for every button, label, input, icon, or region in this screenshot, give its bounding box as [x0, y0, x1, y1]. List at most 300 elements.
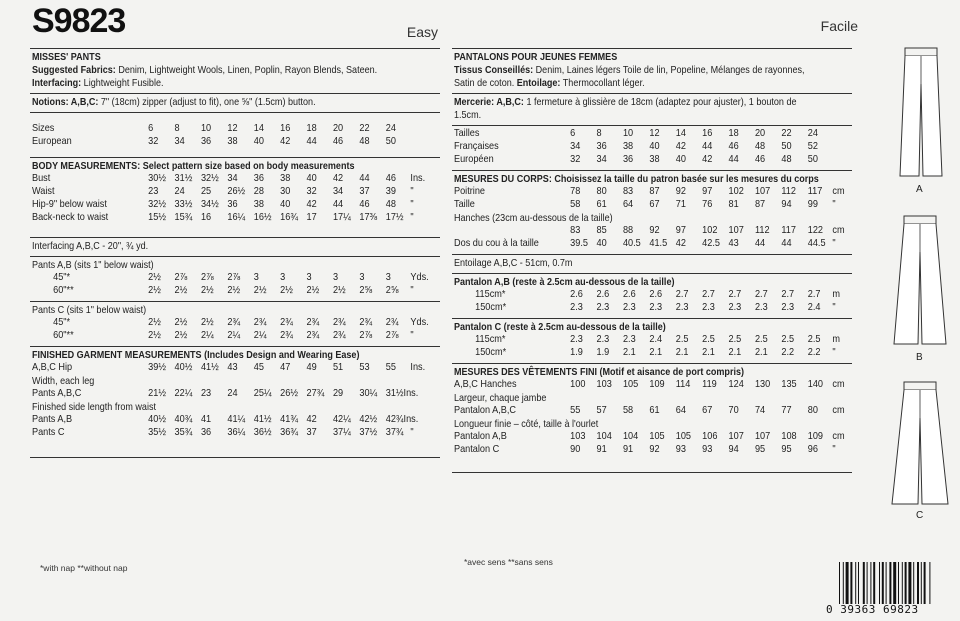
table-cell: "	[410, 285, 414, 296]
row-label: 60"**	[53, 330, 74, 341]
pants-ab-section	[30, 256, 440, 301]
table-cell: "	[410, 199, 414, 210]
table-cell: 50	[807, 154, 818, 165]
table-cell: 103	[570, 431, 586, 442]
table-cell: 117	[807, 186, 823, 197]
table-cell: 105	[649, 431, 665, 442]
table-cell: 32½	[148, 199, 166, 210]
table-cell: 2.6	[596, 289, 610, 300]
table-cell: 38	[649, 154, 660, 165]
table-cell: 15¾	[174, 212, 193, 223]
section-title: MISSES' PANTS	[32, 51, 101, 63]
table-cell: 2½	[200, 317, 214, 328]
table-cell: 34	[596, 154, 607, 165]
table-cell: 3	[359, 272, 365, 283]
table-cell: 2½	[148, 317, 161, 328]
fini-c-row	[454, 444, 836, 457]
pants-b-drawing-icon	[886, 212, 956, 352]
table-cell: 39.5	[570, 238, 588, 249]
row-label: European	[32, 136, 72, 147]
table-cell: 93	[702, 444, 713, 455]
table-cell: 14	[675, 128, 686, 139]
mercerie-text: 1 fermeture à glissière de 18cm (adaptez pour ajuster), 1 bouton de	[526, 96, 797, 108]
table-row	[32, 173, 426, 186]
table-cell: 40	[253, 136, 264, 147]
table-cell: 36¾	[280, 427, 298, 438]
table-cell: 88	[622, 225, 634, 236]
table-cell: "	[832, 444, 836, 455]
fabrics-section	[30, 48, 440, 93]
barcode-bar	[882, 562, 884, 604]
table-cell: 122	[807, 225, 824, 236]
row-label: 45"*	[53, 317, 71, 328]
table-cell: 32	[306, 186, 317, 197]
barcode-bar	[879, 562, 880, 604]
table-cell: 37¼	[332, 427, 351, 438]
side-length-label: Finished side length from waist	[32, 401, 156, 413]
table-cell: 6	[148, 123, 154, 134]
table-cell: 2.3	[649, 302, 663, 313]
fabrics-label: Suggested Fabrics:	[32, 64, 116, 76]
table-cell: 2.6	[649, 289, 663, 300]
barcode-bar	[850, 562, 852, 604]
table-cell: 87	[754, 199, 766, 210]
table-cell: 2⅝	[385, 285, 399, 296]
pants-ab-heading: Pants A,B (sits 1" below waist)	[32, 259, 154, 271]
table-row	[32, 317, 429, 330]
table-cell: 3	[280, 272, 286, 283]
table-cell: 10	[200, 123, 212, 134]
table-cell: 16½	[253, 212, 272, 223]
table-cell: 10	[622, 128, 634, 139]
entoilage-section	[452, 254, 852, 273]
row-label: 115cm*	[475, 289, 506, 300]
table-cell: 2.5	[754, 334, 768, 345]
tailles-row	[454, 128, 818, 141]
table-cell: 40½	[174, 362, 193, 373]
table-cell: 36	[622, 154, 634, 165]
table-cell: Yds.	[410, 272, 429, 283]
table-cell: 18	[306, 123, 317, 134]
row-label: Françaises	[454, 141, 499, 152]
body-rows	[32, 173, 440, 225]
table-cell: 2.3	[596, 302, 610, 313]
table-cell: 16	[200, 212, 212, 223]
table-row	[454, 186, 845, 199]
finished-c-row	[32, 427, 414, 440]
table-cell: 85	[596, 225, 607, 236]
table-cell: 16¾	[280, 212, 298, 223]
barcode-bar	[889, 562, 891, 604]
table-cell: 20	[332, 123, 344, 134]
table-cell: 16¼	[227, 212, 246, 223]
table-cell: 40	[280, 199, 291, 210]
table-cell: 2.3	[622, 334, 636, 345]
table-cell: 46	[754, 154, 766, 165]
tissus-text: Denim, Laines légers Toile de lin, Popeline, Mélanges de rayonnes,	[535, 64, 805, 76]
table-cell: 2.1	[622, 347, 636, 358]
table-cell: 2½	[200, 285, 214, 296]
table-cell: 35¾	[174, 427, 193, 438]
table-cell: 46	[332, 136, 344, 147]
pantalon-ab-heading: Pantalon A,B (reste à 2.5cm au-dessous de la taille)	[454, 276, 675, 288]
table-cell: 36	[596, 141, 607, 152]
table-cell: "	[410, 212, 414, 223]
hanches-label: Hanches (23cm au-dessous de la taille)	[454, 212, 613, 224]
table-cell: 16	[280, 123, 291, 134]
table-cell: 2½	[148, 272, 161, 283]
table-cell: 3	[253, 272, 259, 283]
table-cell: 18	[728, 128, 739, 139]
table-cell: 25¼	[253, 388, 272, 399]
header-fr	[452, 0, 858, 48]
table-cell: 36	[200, 136, 212, 147]
table-cell: 105	[622, 379, 639, 390]
table-cell: 42¾Ins.	[385, 414, 419, 425]
table-cell: 58	[570, 199, 581, 210]
table-cell: 34	[174, 136, 185, 147]
table-cell: 109	[807, 431, 824, 442]
table-cell: 2¾	[306, 330, 320, 341]
table-cell: 100	[570, 379, 586, 390]
table-cell: 107	[728, 225, 744, 236]
table-cell: 80	[807, 405, 818, 416]
table-cell: 2.3	[596, 334, 610, 345]
table-cell: 16	[702, 128, 713, 139]
table-cell: "	[832, 347, 836, 358]
table-cell: 44	[728, 154, 739, 165]
table-cell: 38	[227, 136, 238, 147]
table-cell: 42	[332, 173, 344, 184]
table-cell: 2½	[253, 285, 267, 296]
table-cell: cm	[832, 431, 845, 442]
table-cell: 83	[622, 186, 634, 197]
table-cell: 30¼	[359, 388, 378, 399]
table-cell: Yds.	[410, 317, 429, 328]
fini-heading: MESURES DES VÊTEMENTS FINI (Motif et aisance de port compris)	[454, 366, 745, 378]
tailles-section	[452, 125, 852, 170]
table-cell: 112	[754, 225, 770, 236]
mesures-rows	[454, 186, 852, 212]
table-cell: 2¾	[332, 330, 346, 341]
body-heading: BODY MEASUREMENTS: Select pattern size based on body measurements	[32, 160, 355, 172]
table-cell: 15½	[148, 212, 166, 223]
table-cell: 2.3	[570, 302, 583, 313]
table-cell: 91	[596, 444, 607, 455]
table-cell: 2⅝	[359, 285, 373, 296]
table-cell: 40½	[148, 414, 166, 425]
table-cell: 12	[649, 128, 660, 139]
table-row	[454, 302, 836, 315]
pantalon-c-rows	[454, 334, 852, 360]
barcode-bar	[893, 562, 896, 604]
fini-hanches-row	[454, 379, 845, 392]
sizes-section	[30, 112, 440, 157]
table-cell: 2½	[148, 330, 161, 341]
table-cell: 42¼	[332, 414, 351, 425]
difficulty-label: Easy	[406, 24, 438, 40]
table-cell: 135	[781, 379, 797, 390]
table-cell: 23	[148, 186, 159, 197]
table-cell: 36	[227, 199, 238, 210]
pants-ab-rows	[32, 272, 440, 298]
table-cell: 2¼	[253, 330, 267, 341]
table-cell: m	[832, 289, 841, 300]
table-cell: 40¾	[174, 414, 193, 425]
barcode-bar	[839, 562, 840, 604]
finished-width-row	[32, 388, 419, 401]
dos-row	[454, 238, 836, 251]
english-column	[30, 0, 440, 458]
table-cell: 94	[781, 199, 792, 210]
bottom-rule-fr	[452, 472, 852, 473]
table-cell: 41½	[253, 414, 272, 425]
table-cell: 41.5	[649, 238, 668, 249]
table-cell: 2½	[174, 317, 188, 328]
pants-a-drawing-icon	[888, 44, 954, 184]
table-cell: 26½	[280, 388, 298, 399]
table-cell: 2¾	[227, 317, 241, 328]
row-label: Pantalon C	[454, 444, 500, 455]
table-row	[32, 212, 414, 225]
table-row	[32, 285, 414, 298]
table-cell: 2½	[174, 330, 188, 341]
table-cell: 2.4	[649, 334, 663, 345]
table-cell: 78	[570, 186, 581, 197]
table-row	[32, 199, 414, 212]
table-cell: 39	[385, 186, 396, 197]
table-cell: 97	[702, 186, 713, 197]
table-cell: 22	[781, 128, 792, 139]
table-cell: "	[832, 238, 836, 249]
table-cell: 48	[754, 141, 766, 152]
table-cell: 53	[359, 362, 370, 373]
table-cell: 2.1	[754, 347, 768, 358]
table-cell: "	[410, 330, 414, 341]
table-cell: 2.7	[781, 289, 795, 300]
row-label: 115cm*	[475, 334, 506, 345]
table-cell: 2.7	[675, 289, 689, 300]
table-cell: 2.3	[728, 302, 742, 313]
fini-section	[452, 363, 852, 460]
table-cell: 46	[728, 141, 739, 152]
pantalon-c-section	[452, 318, 852, 363]
table-cell: 20	[754, 128, 766, 139]
table-cell: 74	[754, 405, 766, 416]
row-label: Bust	[32, 173, 51, 184]
table-cell: 2⅞	[385, 330, 399, 341]
table-cell: Ins.	[410, 362, 426, 373]
table-cell: 90	[570, 444, 581, 455]
figure-label-b: B	[916, 352, 923, 363]
table-cell: 81	[728, 199, 739, 210]
table-cell: 2.1	[649, 347, 663, 358]
table-cell: 29	[332, 388, 344, 399]
mercerie-label: Mercerie: A,B,C:	[454, 96, 524, 108]
european-row	[32, 136, 396, 149]
row-label: Pants C	[32, 427, 65, 438]
table-cell: 3	[306, 272, 312, 283]
table-cell: 130	[754, 379, 771, 390]
table-cell: 36	[200, 427, 212, 438]
table-cell: 67	[649, 199, 660, 210]
table-cell: 2.6	[570, 289, 583, 300]
entoilage-metrage: Entoilage A,B,C - 51cm, 0.7m	[454, 257, 573, 269]
table-cell: 105	[675, 431, 692, 442]
table-cell: 2.7	[728, 289, 742, 300]
table-cell: 43	[227, 362, 238, 373]
barcode-bar	[917, 562, 919, 604]
interfacing-yardage: Interfacing A,B,C - 20", ¾ yd.	[32, 240, 149, 252]
table-cell: 30	[280, 186, 291, 197]
entoilage-text: Thermocollant léger.	[562, 77, 645, 89]
table-cell: 42	[306, 414, 317, 425]
row-label: Hip-9" below waist	[32, 199, 107, 210]
finished-ab-row	[32, 414, 419, 427]
table-cell: Ins.	[410, 173, 426, 184]
table-cell: 2.6	[622, 289, 636, 300]
table-cell: 140	[807, 379, 824, 390]
table-cell: 48	[385, 199, 396, 210]
notions-label: Notions: A,B,C:	[32, 96, 99, 108]
barcode-bar	[921, 562, 922, 604]
section-title-fr: PANTALONS POUR JEUNES FEMMES	[454, 51, 618, 63]
row-label: Dos du cou à la taille	[454, 238, 539, 249]
fabrics-text: Denim, Lightweight Wools, Linen, Poplin, Rayon Blends, Sateen.	[118, 64, 378, 76]
table-cell: 2.5	[807, 334, 821, 345]
table-cell: 44	[702, 141, 713, 152]
table-cell: 40	[675, 154, 686, 165]
table-cell: 38	[253, 199, 264, 210]
table-cell: 44	[781, 238, 792, 249]
mercerie-text-2: 1.5cm.	[454, 109, 482, 121]
table-cell: 2.5	[728, 334, 742, 345]
table-cell: 64	[675, 405, 686, 416]
europeen-row	[454, 154, 818, 167]
figure-label-a: A	[916, 184, 923, 195]
table-cell: 95	[754, 444, 766, 455]
table-cell: 61	[649, 405, 660, 416]
table-cell: 36	[253, 173, 264, 184]
table-cell: 24	[807, 128, 818, 139]
pants-c-heading: Pants C (sits 1" below waist)	[32, 304, 147, 316]
table-cell: 107	[728, 431, 744, 442]
table-cell: 23	[200, 388, 212, 399]
table-cell: 2.3	[702, 302, 715, 313]
table-cell: 2¾	[306, 317, 320, 328]
barcode-bar	[905, 562, 907, 604]
table-cell: 114	[675, 379, 691, 390]
table-cell: 106	[702, 431, 718, 442]
hanches-row	[454, 225, 845, 238]
barcode-bar	[908, 562, 911, 604]
barcode-icon	[838, 562, 954, 604]
table-cell: 61	[596, 199, 607, 210]
table-cell: 37	[359, 186, 370, 197]
difficulty-label-fr: Facile	[820, 18, 858, 34]
table-cell: 40	[649, 141, 660, 152]
table-cell: 25	[200, 186, 212, 197]
table-cell: "	[410, 427, 414, 438]
table-cell: 2.3	[754, 302, 768, 313]
table-row	[32, 330, 414, 343]
table-cell: 6	[570, 128, 576, 139]
table-cell: 2¾	[359, 317, 373, 328]
table-cell: 2½	[332, 285, 346, 296]
row-label: Pants A,B,C	[32, 388, 82, 399]
table-cell: 52	[807, 141, 818, 152]
finished-heading: FINISHED GARMENT MEASUREMENTS (Includes Design and Wearing Ease)	[32, 349, 360, 361]
row-label: Back-neck to waist	[32, 212, 109, 223]
fini-largeur-row	[454, 405, 845, 418]
table-cell: 2.5	[702, 334, 715, 345]
table-cell: 38	[622, 141, 634, 152]
table-cell: 2¾	[385, 317, 399, 328]
table-cell: 2.3	[570, 334, 583, 345]
table-cell: 2⅞	[227, 272, 241, 283]
row-label: 45"*	[53, 272, 71, 283]
table-cell: 34	[227, 173, 238, 184]
table-cell: 92	[675, 186, 686, 197]
table-cell: 41½	[200, 362, 219, 373]
table-cell: 30½	[148, 173, 166, 184]
table-cell: 1.9	[596, 347, 610, 358]
barcode-bar	[870, 562, 871, 604]
table-cell: 22	[359, 123, 370, 134]
barcode-bar	[858, 562, 859, 604]
table-cell: 43	[728, 238, 739, 249]
table-cell: 64	[622, 199, 634, 210]
table-cell: 2.1	[675, 347, 689, 358]
table-cell: 2¾	[253, 317, 267, 328]
barcode-bar	[924, 562, 926, 604]
bottom-rule	[30, 457, 440, 458]
table-cell: 44	[332, 199, 344, 210]
table-cell: 2½	[174, 285, 188, 296]
table-cell: 34	[570, 141, 581, 152]
table-cell: 28	[253, 186, 264, 197]
table-row	[454, 289, 841, 302]
pantalon-ab-rows	[454, 289, 852, 315]
table-cell: 42	[675, 238, 686, 249]
francaises-row	[454, 141, 818, 154]
table-cell: 37	[306, 427, 317, 438]
table-cell: 2.5	[675, 334, 689, 345]
table-cell: 70	[728, 405, 739, 416]
table-cell: 36½	[253, 427, 272, 438]
pants-c-drawing-icon	[886, 378, 956, 513]
table-cell: 102	[702, 225, 718, 236]
table-cell: 2.3	[622, 302, 636, 313]
table-cell: 119	[702, 379, 717, 390]
barcode-bar	[902, 562, 903, 604]
table-cell: 67	[702, 405, 713, 416]
table-cell: 49	[306, 362, 317, 373]
table-cell: 2.3	[781, 302, 795, 313]
tissus-label: Tissus Conseillés:	[454, 64, 534, 76]
table-cell: "	[832, 302, 836, 313]
table-row	[454, 334, 841, 347]
table-cell: 2¼	[227, 330, 241, 341]
table-cell: 44.5	[807, 238, 826, 249]
table-cell: 42	[702, 154, 713, 165]
table-cell: 36¼	[227, 427, 246, 438]
barcode-number: 0 39363 69823	[826, 603, 919, 616]
barcode-bar	[873, 562, 875, 604]
table-cell: 104	[622, 431, 639, 442]
table-cell: 40	[306, 173, 317, 184]
table-cell: 50	[385, 136, 396, 147]
